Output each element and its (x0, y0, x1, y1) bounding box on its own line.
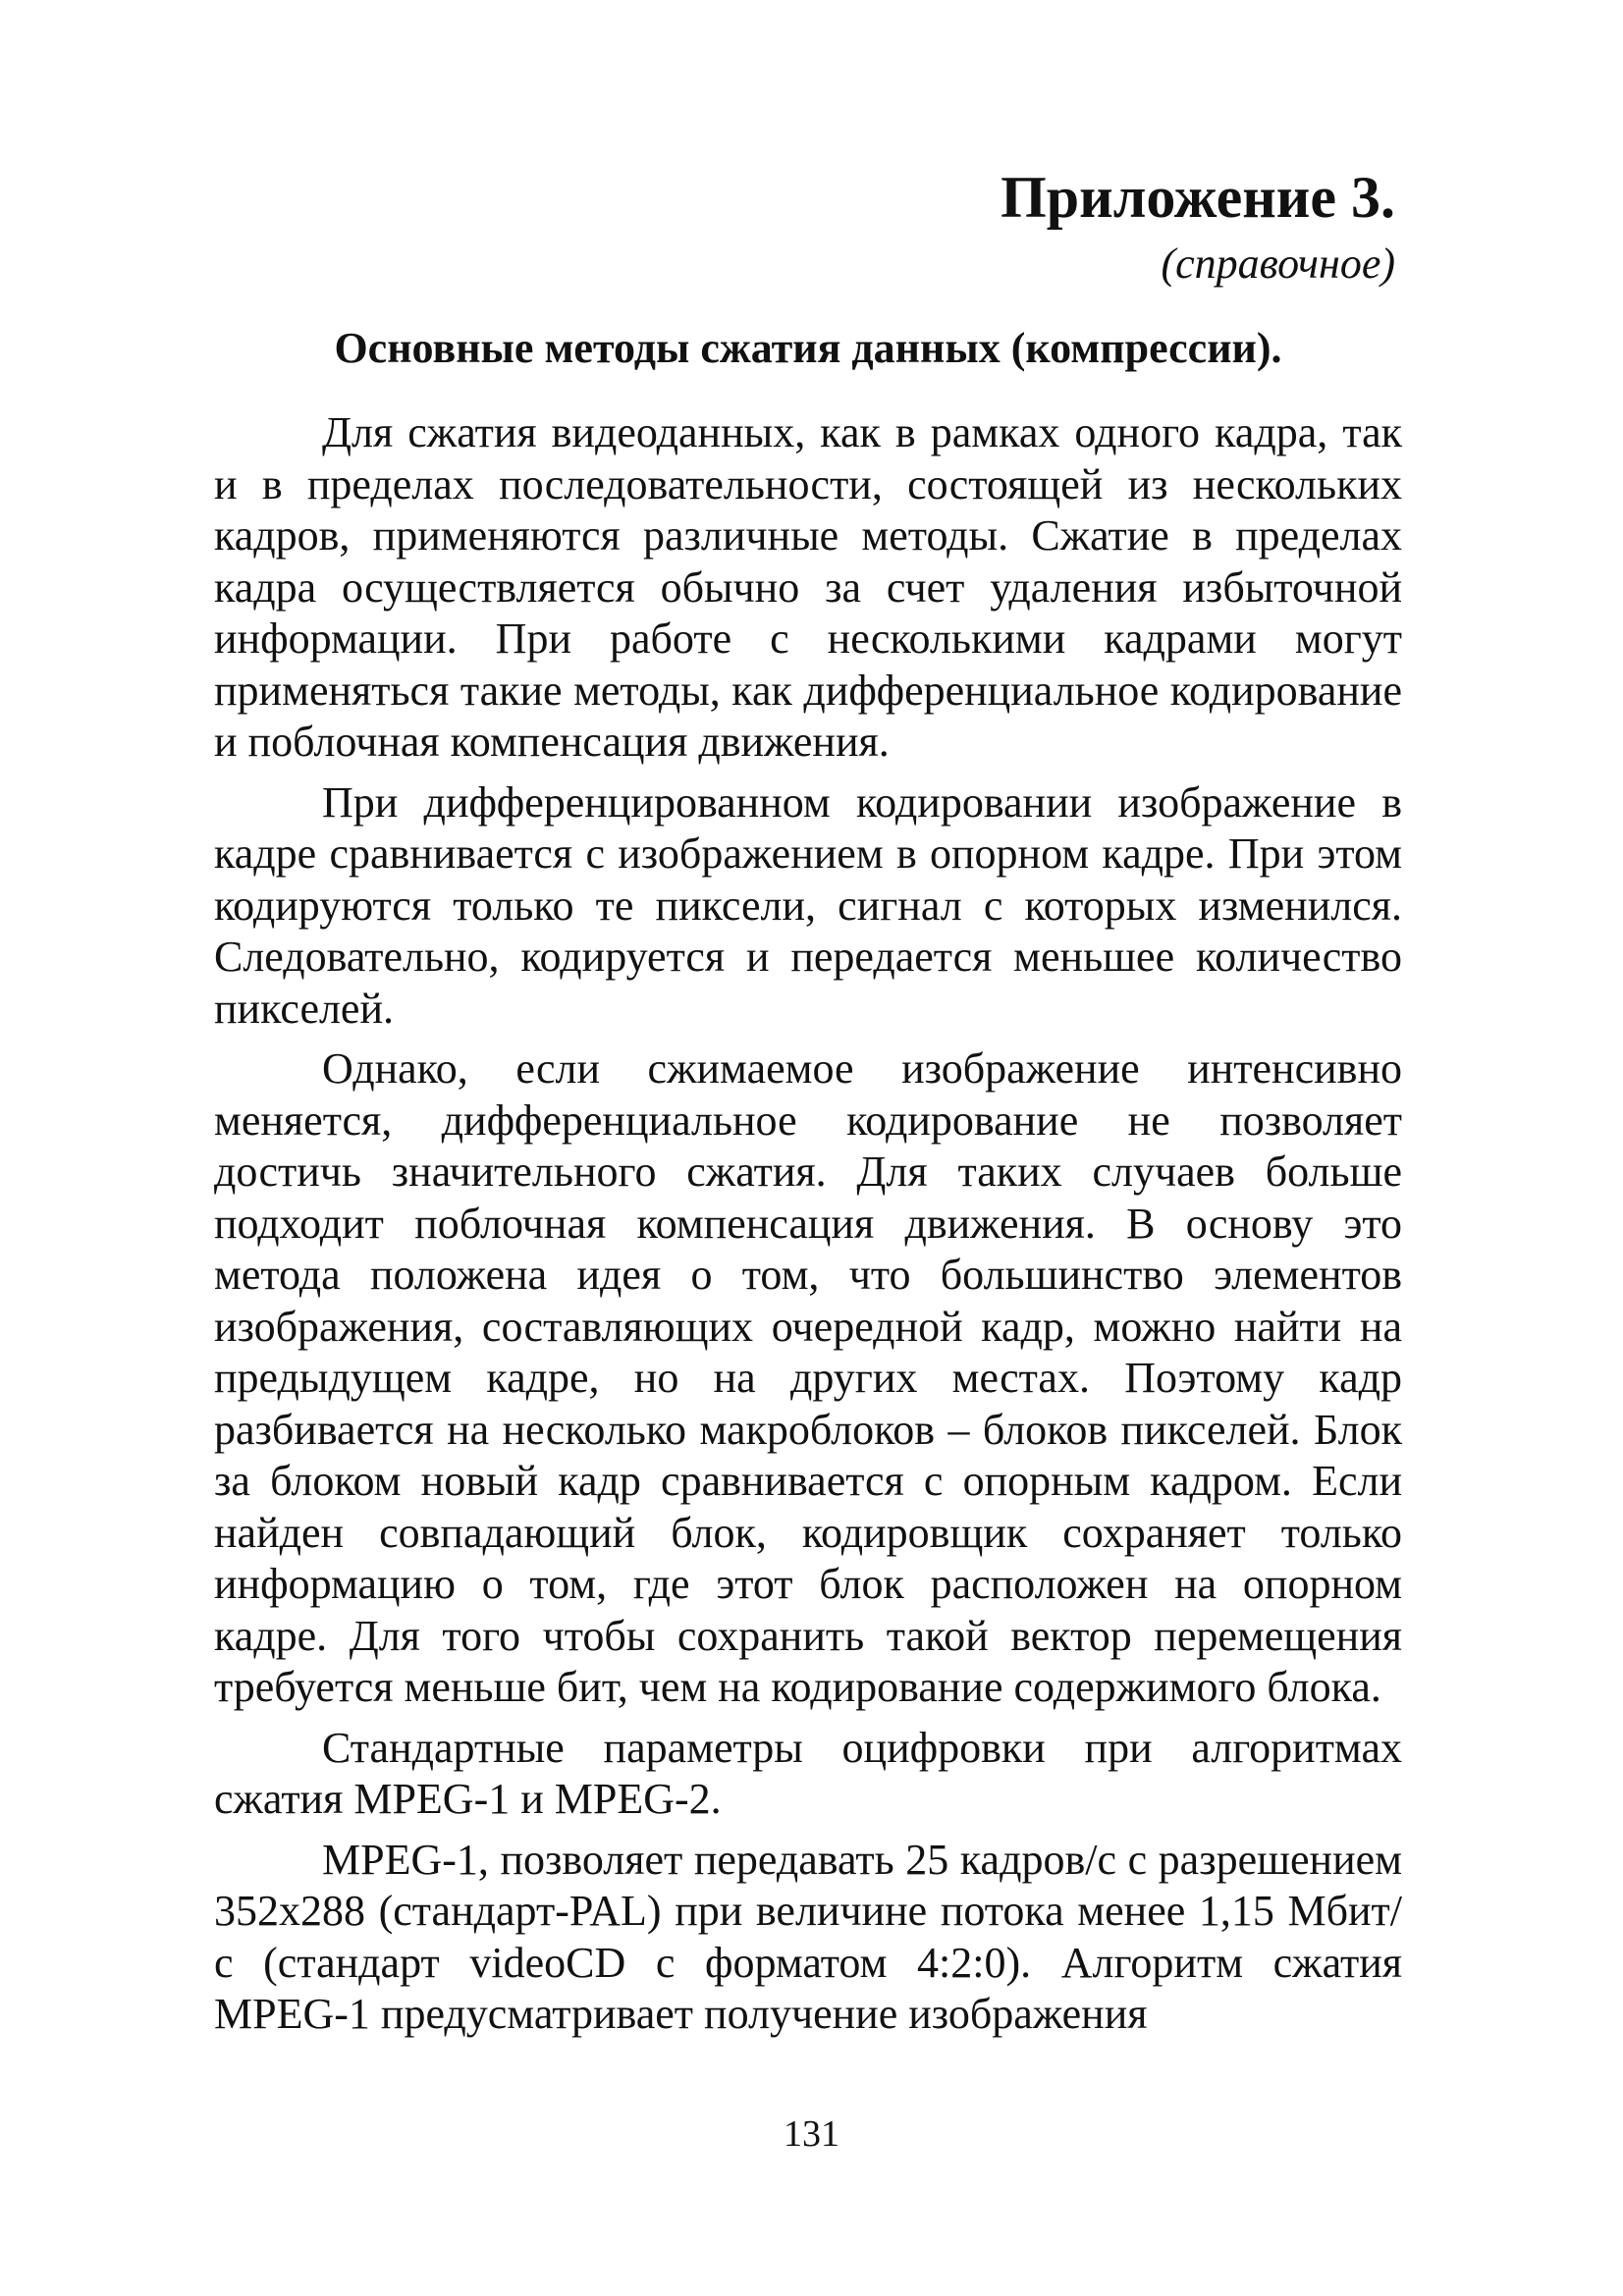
paragraph-last: MPEG-1, позволяет передавать 25 кадров/с с разрешением 352x288 (стандарт-PAL) при величине потока менее 1,15 Мбит/с (стандарт videoCD с форматом 4:2:0). Алгоритм сжатия MPEG-1 предусматривает получение изображения (214, 1835, 1402, 2038)
paragraph: Стандартные параметры оцифровки при алгоритмах сжатия MPEG-1 и MPEG-2. (214, 1723, 1402, 1823)
paragraph: При дифференцированном кодировании изображение в кадре сравнивается с изображением в опорном кадре. При этом кодируются только те пиксели, сигнал с которых изменился. Следовательно, кодируется и передается меньшее количество пикселей. (214, 777, 1402, 1033)
section-heading: Основные методы сжатия данных (компрессии). (334, 324, 1282, 372)
appendix-title: Приложение 3. (1001, 165, 1395, 230)
body-text (214, 407, 1402, 2041)
paragraph: Для сжатия видеоданных, как в рамках одного кадра, так и в пределах последовательности, состоящей из нескольких кадров, применяются различные методы. Сжатие в пределах кадра осуществляется обычно за счет удаления избыточной информации. При работе с несколькими кадрами могут применяться такие методы, как дифференциальное кодирование и поблочная компенсация движения. (214, 408, 1402, 766)
appendix-subtitle: (справочное) (1161, 240, 1395, 288)
page-number: 131 (784, 2113, 839, 2155)
appendix-header (1001, 162, 1395, 292)
paragraph: Однако, если сжимаемое изображение интенсивно меняется, дифференциальное кодирование не позволяет достичь значительного сжатия. Для таких случаев больше подходит поблочная компенсация движения. В основу это метода положена идея о том, что большинство элементов изображения, составляющих очередной кадр, можно найти на предыдущем кадре, но на других местах. Поэтому кадр разбивается на несколько макроблоков – блоков пикселей. Блок за блоком новый кадр сравнивается с опорным кадром. Если найден совпадающий блок, кодировщик сохраняет только информацию о том, где этот блок расположен на опорном кадре. Для того чтобы сохранить такой вектор перемещения требуется меньше бит, чем на кодирование содержимого блока. (214, 1044, 1402, 1711)
